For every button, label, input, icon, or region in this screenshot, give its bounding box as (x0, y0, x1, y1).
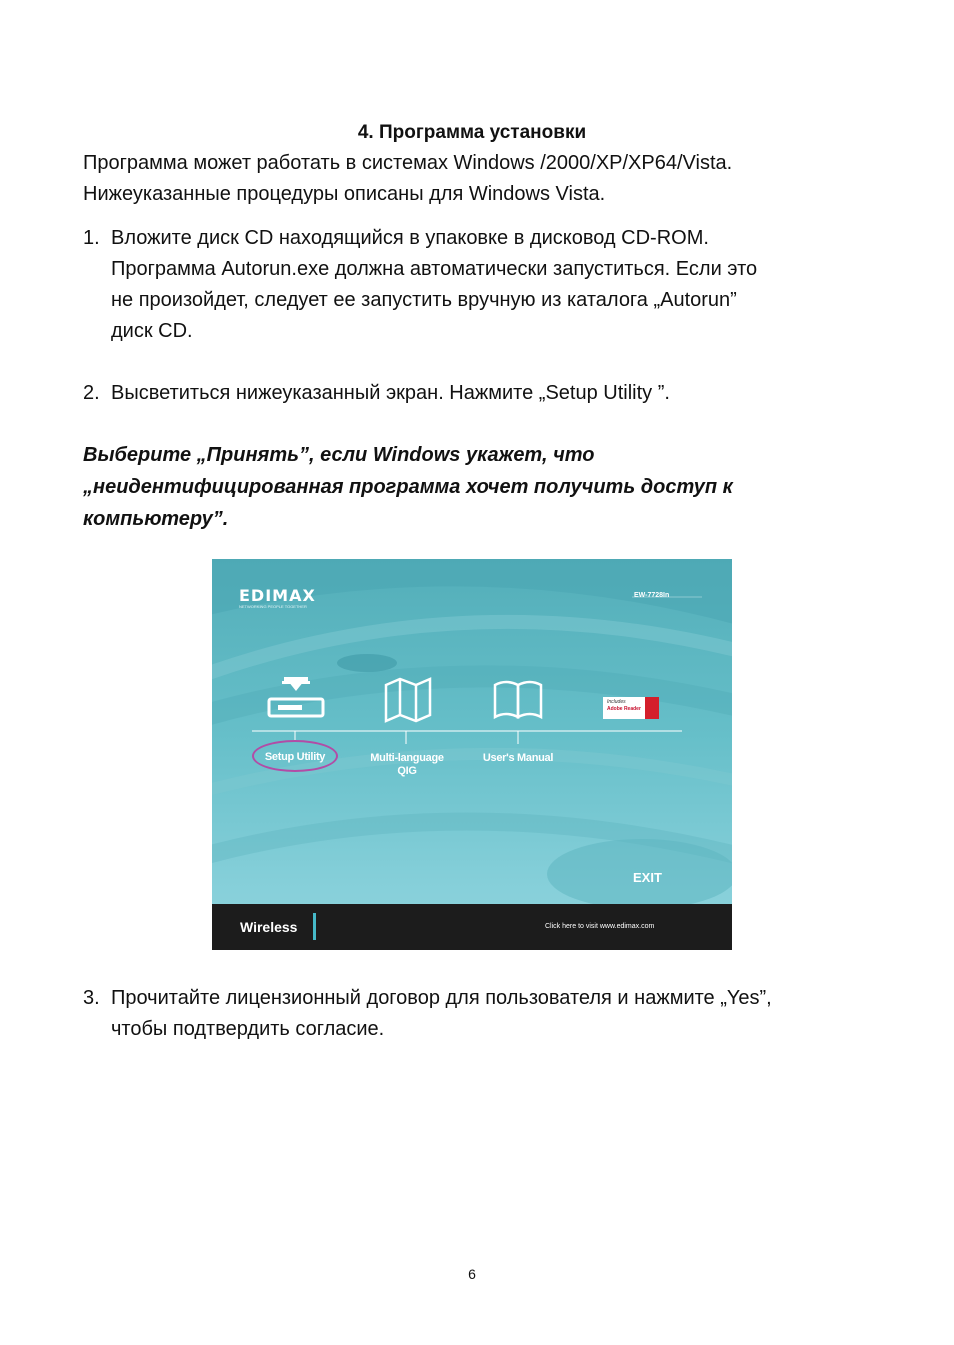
model-label: EW-7728In (634, 592, 670, 599)
users-manual-button[interactable]: User's Manual (482, 752, 554, 764)
step-text (111, 378, 873, 409)
step-3 (83, 983, 873, 1045)
installer-footer (212, 904, 732, 950)
quick-guide-icon[interactable] (384, 677, 432, 723)
step-line: диск CD. (111, 320, 193, 342)
step-line: Высветиться нижеуказанный экран. Нажмите „Setup Utility ”. (111, 382, 670, 404)
step-number: 1. (83, 227, 100, 249)
installer-screenshot (212, 559, 732, 950)
note-line: „неидентифицированная программа хочет получить доступ к (83, 476, 733, 498)
visit-website-link[interactable]: Click here to visit www.edimax.com (545, 923, 655, 930)
adobe-reader-icon[interactable] (603, 697, 659, 719)
footer-divider (313, 913, 316, 940)
install-drive-icon[interactable] (266, 677, 326, 719)
edimax-logo: EDIMAX (239, 586, 316, 605)
note-line: Выберите „Принять”, если Windows укажет, что (83, 444, 595, 466)
step-line: Программа Autorun.exe должна автоматически запуститься. Если это (111, 258, 758, 280)
adobe-reader-text: Adobe Reader (607, 706, 641, 712)
multi-language-label: Multi-language (370, 752, 444, 764)
step-line: Прочитайте лицензионный договор для пользователя и нажмите „Yes”, (111, 987, 772, 1009)
intro-line-2: Нижеуказанные процедуры описаны для Windows Vista. (83, 183, 606, 205)
step-number: 3. (83, 987, 100, 1009)
step-line: не произойдет, следует ее запустить вручную из каталога „Autorun” (111, 289, 737, 311)
page-number: 6 (468, 1266, 476, 1282)
step-line: чтобы подтвердить согласие. (111, 1018, 385, 1040)
wireless-label: Wireless (240, 919, 298, 935)
adobe-includes-text: Includes (607, 699, 626, 705)
multi-language-qig-button[interactable] (352, 752, 462, 778)
step-line: Вложите диск CD находящийся в упаковке в дисковод CD-ROM. (111, 227, 709, 249)
user-manual-icon[interactable] (492, 679, 544, 721)
section-title: 4. Программа установки (357, 122, 587, 143)
qig-label: QIG (397, 765, 417, 777)
step-number: 2. (83, 382, 100, 404)
adobe-logo-mark (645, 697, 659, 719)
step-1 (83, 223, 873, 347)
step-2 (83, 378, 873, 409)
setup-utility-button[interactable]: Setup Utility (264, 751, 326, 763)
note-line: компьютеру”. (83, 508, 229, 530)
logo-tagline: NETWORKING PEOPLE TOGETHER (239, 604, 307, 609)
security-note (83, 439, 843, 535)
exit-button[interactable]: EXIT (633, 870, 662, 885)
intro-line-1: Программа может работать в системах Windows /2000/XP/XP64/Vista. (83, 152, 733, 174)
step-text (111, 983, 873, 1045)
step-text (111, 223, 873, 347)
